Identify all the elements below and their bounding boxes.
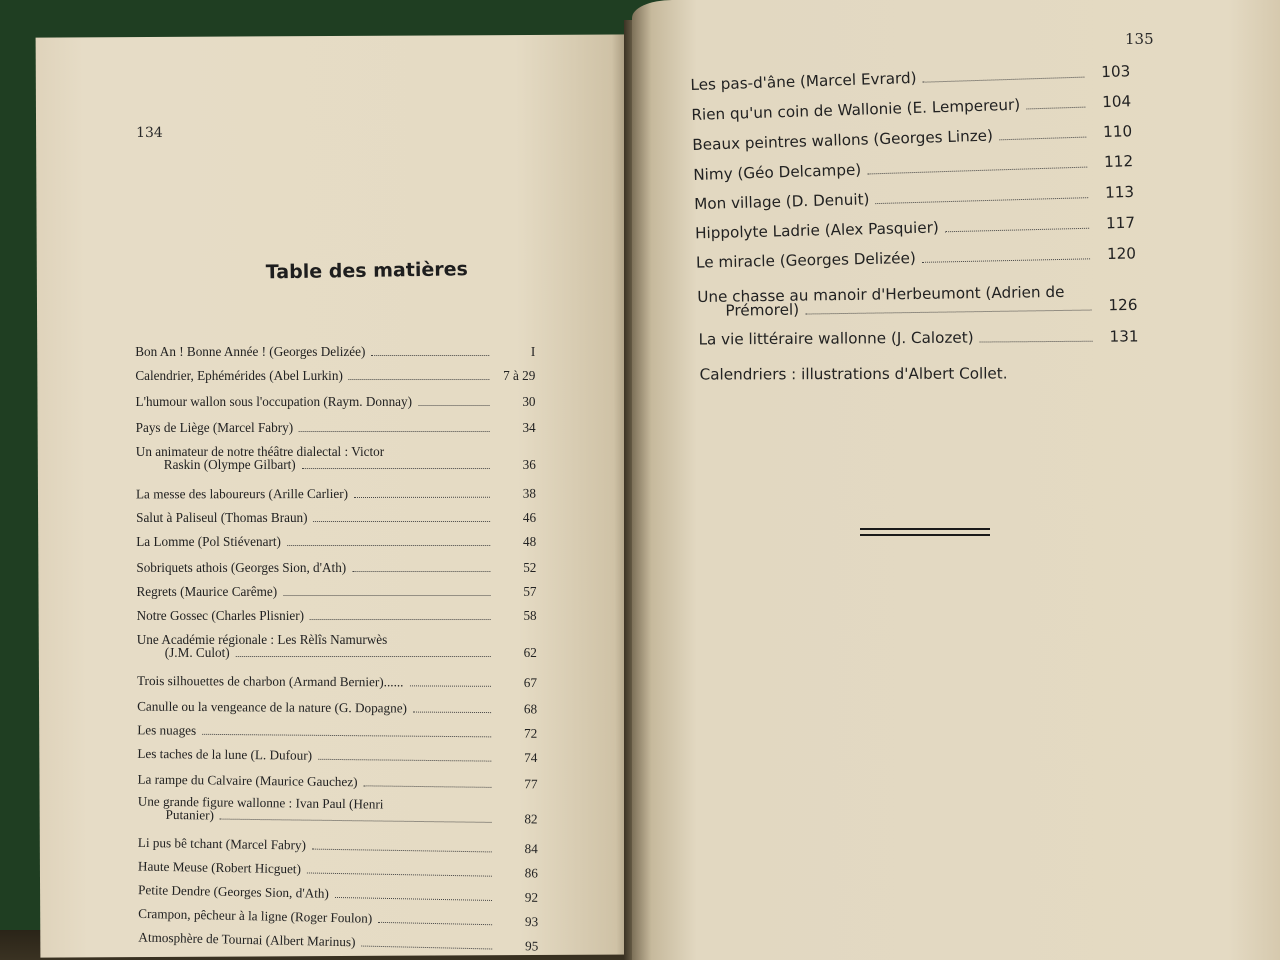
entry-title-line2: Prémorel)	[725, 300, 800, 320]
toc-entry	[697, 282, 1137, 320]
entry-page-number: 38	[522, 485, 537, 501]
entry-page-number: 93	[524, 913, 539, 930]
toc-entry	[690, 62, 1130, 94]
entry-page-number: 58	[523, 608, 537, 624]
toc-entry	[137, 632, 537, 661]
dot-leader	[945, 228, 1089, 233]
entry-page-number: 126	[1108, 295, 1138, 315]
dot-leader	[349, 379, 490, 380]
entry-page-number: 34	[522, 420, 536, 436]
toc-entry	[693, 152, 1133, 184]
entry-page-number: 77	[524, 776, 538, 792]
table-of-contents	[135, 305, 539, 954]
entry-page-number: 68	[523, 701, 538, 717]
entry-page-number: 30	[522, 394, 536, 410]
dot-leader	[287, 545, 490, 546]
dot-leader	[805, 310, 1091, 315]
entry-page-number: 48	[523, 534, 537, 550]
toc-entry	[135, 344, 535, 360]
entry-title: Mon village (D. Denuit)	[693, 190, 870, 214]
dot-leader	[923, 77, 1085, 83]
entry-title-line2: Putanier)	[165, 806, 215, 823]
toc-entry	[698, 327, 1138, 348]
toc-entry	[136, 444, 536, 473]
entry-title-line1: Une Académie régionale : Les Rèlîs Namurwès	[136, 632, 388, 648]
toc-entry	[137, 699, 537, 718]
toc-entry	[695, 214, 1135, 243]
entry-page-number: 103	[1100, 62, 1131, 82]
entry-page-number: 112	[1103, 152, 1134, 172]
dot-leader	[283, 595, 490, 596]
dot-leader	[371, 355, 489, 356]
entry-title: La Lomme (Pol Stiévenart)	[136, 534, 281, 550]
entry-page-number: 46	[522, 510, 537, 526]
entry-page-number: 117	[1105, 213, 1136, 233]
toc-entry	[137, 746, 537, 766]
page-title: Table des matières	[265, 258, 468, 284]
entry-page-number: 82	[524, 811, 538, 827]
entry-title: Notre Gossec (Charles Plisnier)	[136, 608, 305, 624]
toc-entry	[696, 244, 1136, 271]
toc-entry	[135, 368, 535, 384]
entry-page-number: 74	[524, 749, 538, 766]
entry-title: La rampe du Calvaire (Maurice Gauchez)	[137, 771, 358, 790]
dot-leader	[867, 167, 1087, 175]
dot-leader	[307, 872, 492, 876]
dot-leader	[922, 258, 1090, 263]
entry-title: Rien qu'un coin de Wallonie (E. Lempereur)	[691, 95, 1021, 124]
toc-entry	[137, 584, 537, 600]
entry-title: Regrets (Maurice Carême)	[136, 584, 278, 600]
entry-page-number: 131	[1109, 327, 1139, 346]
entry-page-number: 62	[523, 645, 537, 661]
entry-page-number: 104	[1101, 92, 1132, 112]
entry-title: Atmosphère de Tournai (Albert Marinus)	[138, 929, 356, 950]
toc-entry	[136, 534, 536, 550]
dot-leader	[236, 656, 491, 657]
entry-page-number: I	[530, 344, 536, 360]
page-number: 134	[136, 124, 163, 142]
dot-leader	[361, 946, 492, 950]
toc-entry	[692, 122, 1132, 154]
dot-leader	[310, 619, 491, 620]
entry-page-number: 57	[523, 584, 537, 600]
right-page	[632, 0, 1280, 960]
entry-title: Sobriquets athois (Georges Sion, d'Ath)	[136, 560, 347, 576]
entry-title: La vie littéraire wallonne (J. Calozet)	[698, 328, 974, 349]
dot-leader	[299, 431, 490, 432]
dot-leader	[354, 497, 490, 498]
double-rule-divider	[860, 528, 990, 540]
dot-leader	[312, 849, 492, 853]
entry-title: Le miracle (Georges Delizée)	[695, 248, 916, 272]
toc-entry	[137, 772, 537, 793]
page-number: 135	[1125, 30, 1154, 48]
entry-title-line1: Une chasse au manoir d'Herbeumont (Adrien de	[697, 282, 1065, 307]
dot-leader	[378, 922, 492, 925]
entry-page-number: 120	[1106, 244, 1137, 263]
entry-title: Canulle ou la vengeance de la nature (G. Dopagne)	[137, 698, 408, 716]
entry-title: Beaux peintres wallons (Georges Linze)	[692, 126, 994, 154]
entry-page-number: 86	[524, 865, 539, 881]
entry-title-line1: Une grande figure wallonne : Ivan Paul (Henri	[137, 793, 384, 812]
entry-title: Pays de Liège (Marcel Fabry)	[135, 420, 294, 436]
entry-title: Calendrier, Ephémérides (Abel Lurkin)	[135, 368, 343, 384]
entry-title: Crampon, pêcheur à la ligne (Roger Foulon)	[138, 905, 373, 926]
entry-page-number: 7 à 29	[503, 368, 536, 384]
toc-entry	[136, 510, 536, 526]
dot-leader	[418, 405, 489, 406]
entry-title: Les pas-d'âne (Marcel Evrard)	[690, 68, 917, 94]
dot-leader	[876, 197, 1089, 204]
illustration-credit: Calendriers : illustrations d'Albert Collet.	[699, 364, 1008, 384]
entry-title: Li pus bê tchant (Marcel Fabry)	[137, 834, 307, 853]
entry-title: Nimy (Géo Delcampe)	[693, 160, 862, 184]
dot-leader	[999, 137, 1086, 141]
entry-page-number: 84	[524, 840, 538, 857]
entry-page-number: 52	[523, 560, 537, 576]
entry-title-line1: Un animateur de notre théâtre dialectal : Victor	[135, 444, 385, 460]
dot-leader	[202, 734, 491, 738]
toc-entry	[136, 560, 536, 576]
dot-leader	[363, 785, 491, 788]
entry-title: L'humour wallon sous l'occupation (Raym. Donnay)	[135, 394, 413, 410]
toc-entry	[694, 183, 1134, 213]
toc-entry	[138, 906, 538, 930]
toc-entry	[138, 929, 538, 954]
entry-page-number: 92	[524, 889, 539, 905]
entry-title: Trois silhouettes de charbon (Armand Bernier)......	[136, 672, 404, 690]
entry-page-number: 67	[523, 674, 538, 691]
toc-entry	[138, 859, 538, 882]
toc-entry	[136, 394, 536, 410]
toc-entry	[137, 794, 537, 828]
entry-page-number: 95	[524, 938, 539, 954]
entry-title: Les nuages	[137, 722, 197, 738]
entry-title: La messe des laboureurs (Arille Carlier)	[135, 485, 349, 502]
dot-leader	[352, 571, 490, 572]
entry-title-line2: Raskin (Olympe Gilbart)	[163, 457, 296, 473]
entry-page-number: 72	[523, 725, 538, 741]
entry-page-number: 36	[522, 457, 536, 473]
toc-entry	[138, 882, 538, 906]
toc-entry	[691, 92, 1131, 124]
entry-page-number: 110	[1102, 122, 1133, 142]
dot-leader	[314, 521, 491, 522]
dot-leader	[980, 341, 1093, 343]
entry-title: Salut à Paliseul (Thomas Braun)	[136, 510, 308, 526]
table-of-contents	[690, 56, 1139, 384]
dot-leader	[220, 819, 492, 823]
entry-title: Les taches de la lune (L. Dufour)	[137, 745, 313, 763]
toc-entry	[137, 673, 537, 691]
dot-leader	[318, 759, 491, 762]
toc-entry	[136, 486, 536, 503]
dot-leader	[413, 712, 491, 714]
dot-leader	[302, 468, 490, 469]
dot-leader	[335, 897, 492, 901]
entry-title-line2: (J.M. Culot)	[164, 645, 230, 661]
dot-leader	[409, 685, 490, 686]
entry-title: Haute Meuse (Robert Hicguet)	[137, 858, 302, 877]
entry-page-number: 113	[1104, 182, 1135, 202]
entry-title: Petite Dendre (Georges Sion, d'Ath)	[137, 882, 329, 901]
dot-leader	[1026, 107, 1085, 110]
toc-entry	[136, 420, 536, 436]
toc-entry	[137, 608, 537, 624]
entry-title: Hippolyte Ladrie (Alex Pasquier)	[694, 218, 940, 243]
entry-title: Bon An ! Bonne Année ! (Georges Delizée)	[135, 344, 366, 360]
left-page	[36, 34, 641, 957]
toc-entry	[137, 722, 537, 741]
toc-entry	[138, 835, 538, 857]
